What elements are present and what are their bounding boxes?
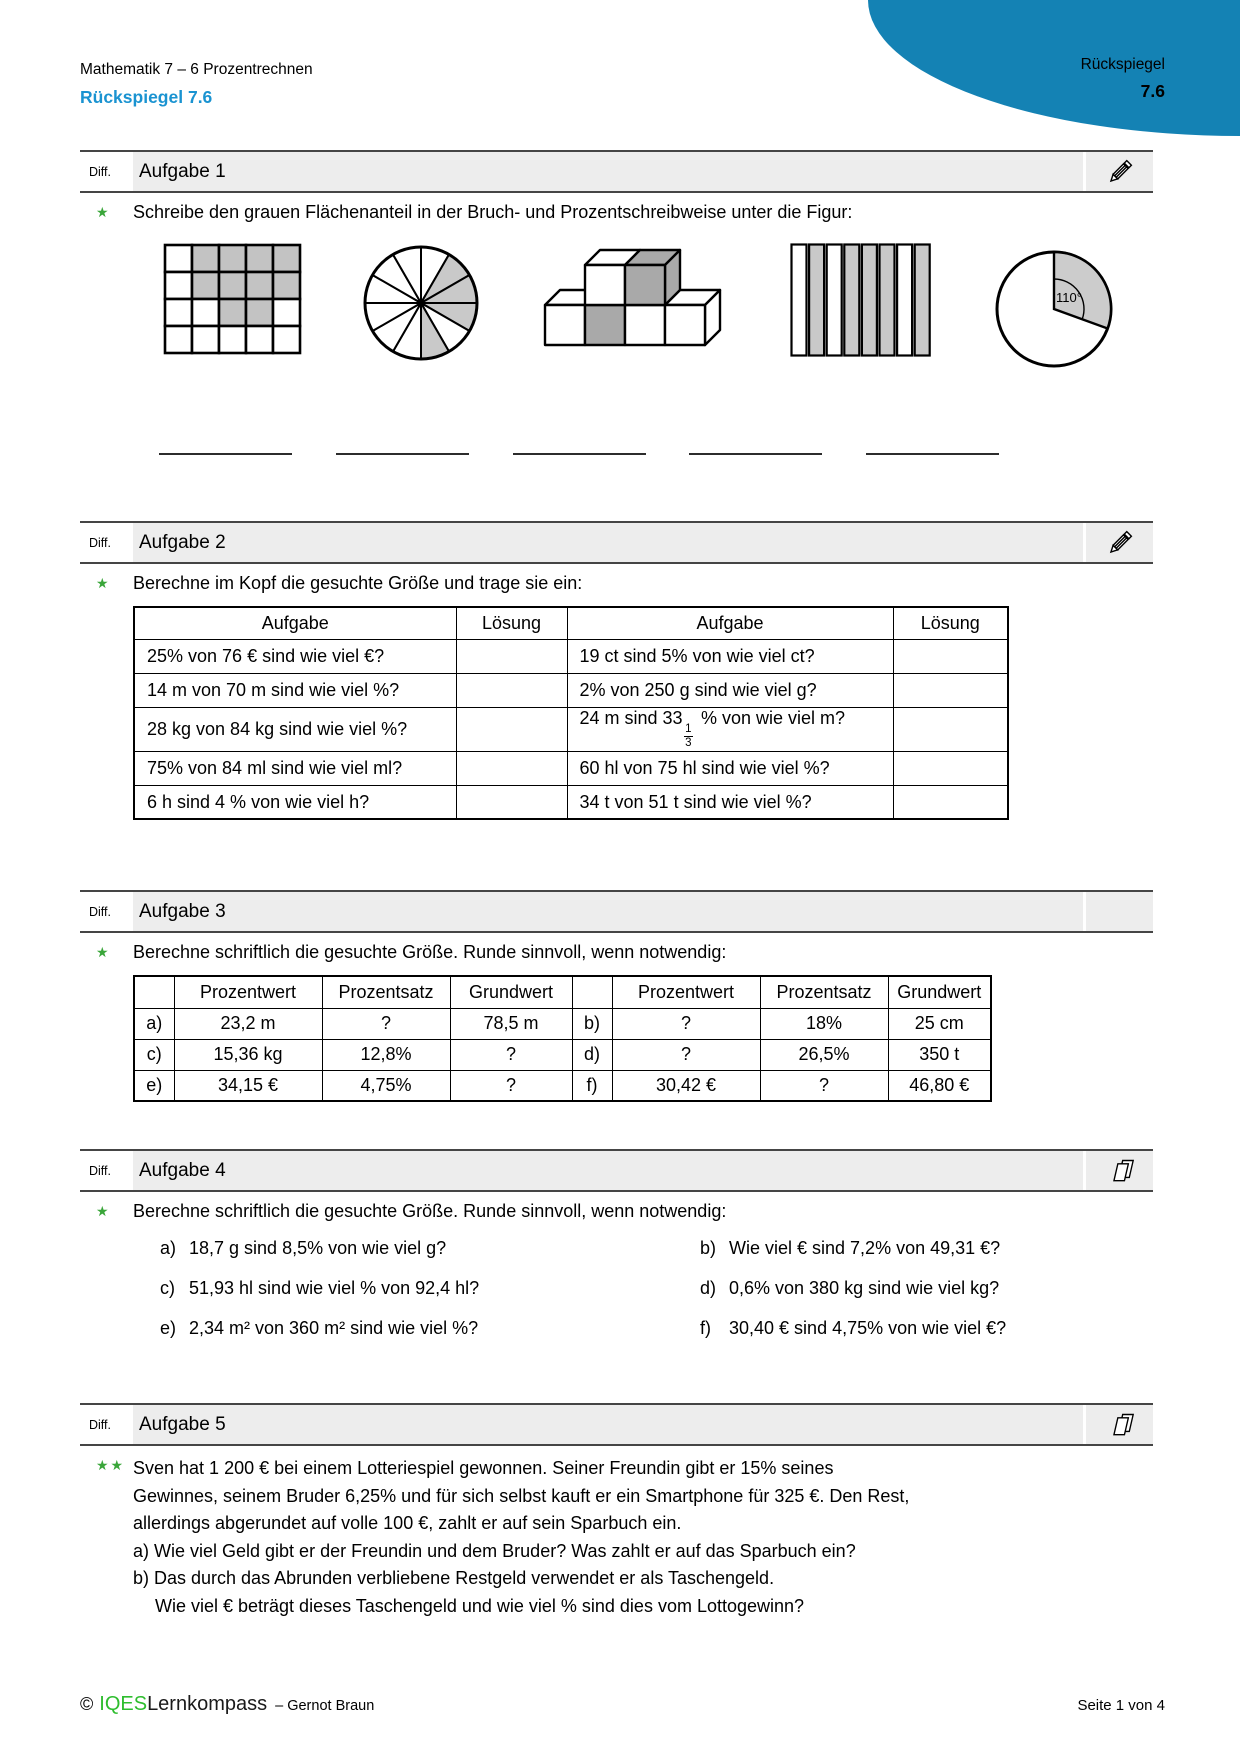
table-row (134, 1070, 991, 1101)
value-cell: 34,15 € (174, 1070, 322, 1101)
difficulty-stars (80, 1201, 133, 1358)
value-cell: 25 cm (888, 1008, 991, 1039)
value-cell: 78,5 m (450, 1008, 572, 1039)
list-item (160, 1238, 700, 1259)
list-item (700, 1278, 1165, 1299)
story-line: b) Das durch das Abrunden verbliebene Restgeld verwendet er als Taschengeld. (133, 1568, 775, 1589)
value-cell: 12,8% (322, 1039, 450, 1070)
header-cell: Aufgabe (134, 607, 456, 639)
aufgabe-5-title: Aufgabe 5 (133, 1405, 1083, 1444)
row-label-cell: f) (572, 1070, 612, 1101)
corner-label: Rückspiegel (1080, 56, 1165, 73)
item-text: 51,93 hl sind wie viel % von 92,4 hl? (189, 1278, 480, 1299)
item-label: a) (160, 1238, 177, 1259)
aufgabe-4-section (80, 1149, 1165, 1358)
pie-figure (361, 243, 481, 368)
diff-label: Diff. (80, 523, 133, 562)
value-cell: 30,42 € (612, 1070, 760, 1101)
header-cell: Grundwert (888, 976, 991, 1008)
diff-label: Diff. (80, 1151, 133, 1190)
task-cell: 2% von 250 g sind wie viel g? (567, 673, 893, 707)
story-line: a) Wie viel Geld gibt er der Freundin und dem Bruder? Was zahlt er auf das Sparbuch ein? (133, 1540, 856, 1561)
aufgabe-3-section (80, 890, 1165, 1102)
task-cell: 28 kg von 84 kg sind wie viel %? (134, 707, 456, 751)
solution-cell (893, 707, 1008, 751)
brand-iqes: IQES (99, 1693, 148, 1715)
value-cell: 26,5% (760, 1039, 888, 1070)
item-label: b) (700, 1238, 717, 1259)
page-number: Seite 1 von 4 (1077, 1697, 1165, 1714)
pencil-icon (1086, 152, 1153, 191)
item-label: d) (700, 1278, 717, 1299)
list-item (700, 1318, 1165, 1339)
table-header-row (134, 607, 1008, 639)
aufgabe-3-header-bar (80, 890, 1153, 933)
aufgabe-5-header-bar (80, 1403, 1153, 1446)
star-icon: ★ (96, 1204, 111, 1221)
value-cell: ? (760, 1070, 888, 1101)
table-row (134, 639, 1008, 673)
page-subtitle: Rückspiegel 7.6 (80, 87, 213, 107)
header-cell: Prozentsatz (322, 976, 450, 1008)
task-cell: 34 t von 51 t sind wie viel %? (567, 785, 893, 819)
aufgabe-2-table (133, 606, 1009, 820)
aufgabe-5-text (133, 1455, 1165, 1620)
header-cell: Prozentwert (612, 976, 760, 1008)
solution-cell (893, 639, 1008, 673)
diff-label: Diff. (80, 1405, 133, 1444)
answer-line (513, 453, 646, 455)
solution-cell (456, 707, 567, 751)
value-cell: 23,2 m (174, 1008, 322, 1039)
header-cell: Lösung (893, 607, 1008, 639)
course-title: Mathematik 7 – 6 Prozentrechnen (80, 61, 313, 78)
solution-cell (456, 751, 567, 785)
row-label-cell: a) (134, 1008, 174, 1039)
value-cell: ? (612, 1039, 760, 1070)
story-line: Sven hat 1 200 € bei einem Lotteriespiel gewonnen. Seiner Freundin gibt er 15% seines (133, 1458, 834, 1479)
answer-lines (159, 453, 999, 455)
story-line: Gewinnes, seinem Bruder 6,25% und für sich selbst kauft er ein Smartphone für 325 €. Den Rest, (133, 1485, 910, 1506)
diff-label: Diff. (80, 892, 133, 931)
row-label-cell: d) (572, 1039, 612, 1070)
diff-label: Diff. (80, 152, 133, 191)
difficulty-stars (80, 202, 133, 455)
header-cell: Lösung (456, 607, 567, 639)
table-row (134, 751, 1008, 785)
empty-icon-cell (1086, 892, 1153, 931)
task-cell: 14 m von 70 m sind wie viel %? (134, 673, 456, 707)
aufgabe-1-title: Aufgabe 1 (133, 152, 1083, 191)
list-item (160, 1278, 700, 1299)
fraction: $\frac{1}{3}$ (685, 723, 692, 750)
value-cell: 15,36 kg (174, 1039, 322, 1070)
list-item (700, 1238, 1165, 1259)
value-cell: ? (450, 1070, 572, 1101)
value-cell: 350 t (888, 1039, 991, 1070)
task-cell: 24 m sind 33 $\frac{1}{3}$ % von wie viel m? (567, 707, 893, 751)
aufgabe-1-prompt: Schreibe den grauen Flächenanteil in der Bruch- und Prozentschreibweise unter die Figur: (133, 202, 853, 222)
table-row (134, 785, 1008, 819)
item-label: e) (160, 1318, 177, 1339)
star-icon: ★★ (96, 1458, 126, 1475)
task-cell: 6 h sind 4 % von wie viel h? (134, 785, 456, 819)
aufgabe-3-table (133, 975, 992, 1102)
solution-cell (456, 785, 567, 819)
difficulty-stars (80, 573, 133, 820)
aufgabe-1-header-bar (80, 150, 1153, 193)
item-label: f) (700, 1318, 711, 1339)
value-cell: ? (450, 1039, 572, 1070)
story-line: Wie viel € beträgt dieses Taschengeld und wie viel % sind dies vom Lottogewinn? (155, 1595, 805, 1616)
answer-line (336, 453, 469, 455)
item-text: 30,40 € sind 4,75% von wie viel €? (729, 1318, 1007, 1339)
solution-cell (893, 751, 1008, 785)
star-icon: ★ (96, 576, 111, 593)
aufgabe-4-header-bar (80, 1149, 1153, 1192)
table-row (134, 1039, 991, 1070)
star-icon: ★ (96, 945, 111, 962)
answer-line (866, 453, 999, 455)
value-cell: 46,80 € (888, 1070, 991, 1101)
answer-line (159, 453, 292, 455)
header-cell: Prozentsatz (760, 976, 888, 1008)
task-cell: 75% von 84 ml sind wie viel ml? (134, 751, 456, 785)
task-cell: 19 ct sind 5% von wie viel ct? (567, 639, 893, 673)
value-cell: ? (322, 1008, 450, 1039)
header-cell (134, 976, 174, 1008)
header-cell: Grundwert (450, 976, 572, 1008)
pages-icon (1086, 1405, 1153, 1444)
aufgabe-4-items (160, 1238, 1165, 1358)
difficulty-stars (80, 1455, 133, 1620)
task-cell: 60 hl von 75 hl sind wie viel %? (567, 751, 893, 785)
aufgabe-2-prompt: Berechne im Kopf die gesuchte Größe und trage sie ein: (133, 573, 583, 594)
aufgabe-2-header-bar (80, 521, 1153, 564)
stripes-figure (790, 243, 932, 362)
value-cell: 18% (760, 1008, 888, 1039)
copyright-icon: © (80, 1694, 94, 1714)
difficulty-stars (80, 942, 133, 1102)
item-text: 0,6% von 380 kg sind wie viel kg? (729, 1278, 1000, 1299)
grid-figure (163, 243, 302, 360)
angle-sector-figure (990, 243, 1120, 378)
item-label: c) (160, 1278, 175, 1299)
item-text: Wie viel € sind 7,2% von 49,31 €? (729, 1238, 1001, 1259)
solution-cell (893, 785, 1008, 819)
aufgabe-4-title: Aufgabe 4 (133, 1151, 1083, 1190)
list-item (160, 1318, 700, 1339)
table-row (134, 673, 1008, 707)
corner-number: 7.6 (1140, 81, 1165, 101)
header-cell (572, 976, 612, 1008)
table-header-row (134, 976, 991, 1008)
header-cell: Aufgabe (567, 607, 893, 639)
svg-text:110°: 110° (1056, 290, 1082, 305)
aufgabe-4-prompt: Berechne schriftlich die gesuchte Größe. Runde sinnvoll, wenn notwendig: (133, 1201, 727, 1222)
row-label-cell: c) (134, 1039, 174, 1070)
pages-icon (1086, 1151, 1153, 1190)
aufgabe-3-prompt: Berechne schriftlich die gesuchte Größe. Runde sinnvoll, wenn notwendig: (133, 942, 727, 963)
aufgabe-2-section (80, 521, 1165, 820)
solution-cell (456, 673, 567, 707)
aufgabe-2-title: Aufgabe 2 (133, 523, 1083, 562)
aufgabe-1-figures (163, 243, 1120, 373)
aufgabe-3-title: Aufgabe 3 (133, 892, 1083, 931)
pencil-icon (1086, 523, 1153, 562)
page-footer (80, 1693, 1165, 1716)
aufgabe-1-section (80, 150, 1165, 455)
task-cell: 25% von 76 € sind wie viel €? (134, 639, 456, 673)
item-text: 18,7 g sind 8,5% von wie viel g? (189, 1238, 447, 1259)
item-text: 2,34 m² von 360 m² sind wie viel %? (189, 1318, 479, 1339)
solution-cell (893, 673, 1008, 707)
brand-lernkompass: Lernkompass (147, 1693, 268, 1715)
author-credit: – Gernot Braun (275, 1698, 375, 1714)
value-cell: 4,75% (322, 1070, 450, 1101)
cubes-figure (539, 243, 731, 358)
table-row (134, 707, 1008, 751)
star-icon: ★ (96, 205, 111, 221)
row-label-cell: b) (572, 1008, 612, 1039)
header-cell: Prozentwert (174, 976, 322, 1008)
answer-line (689, 453, 822, 455)
value-cell: ? (612, 1008, 760, 1039)
aufgabe-5-section (80, 1403, 1165, 1620)
row-label-cell: e) (134, 1070, 174, 1101)
page-header (80, 60, 1165, 108)
solution-cell (456, 639, 567, 673)
table-row (134, 1008, 991, 1039)
story-line: allerdings abgerundet auf volle 100 €, zahlt er auf sein Sparbuch ein. (133, 1513, 682, 1534)
publisher-credit (80, 1693, 374, 1716)
